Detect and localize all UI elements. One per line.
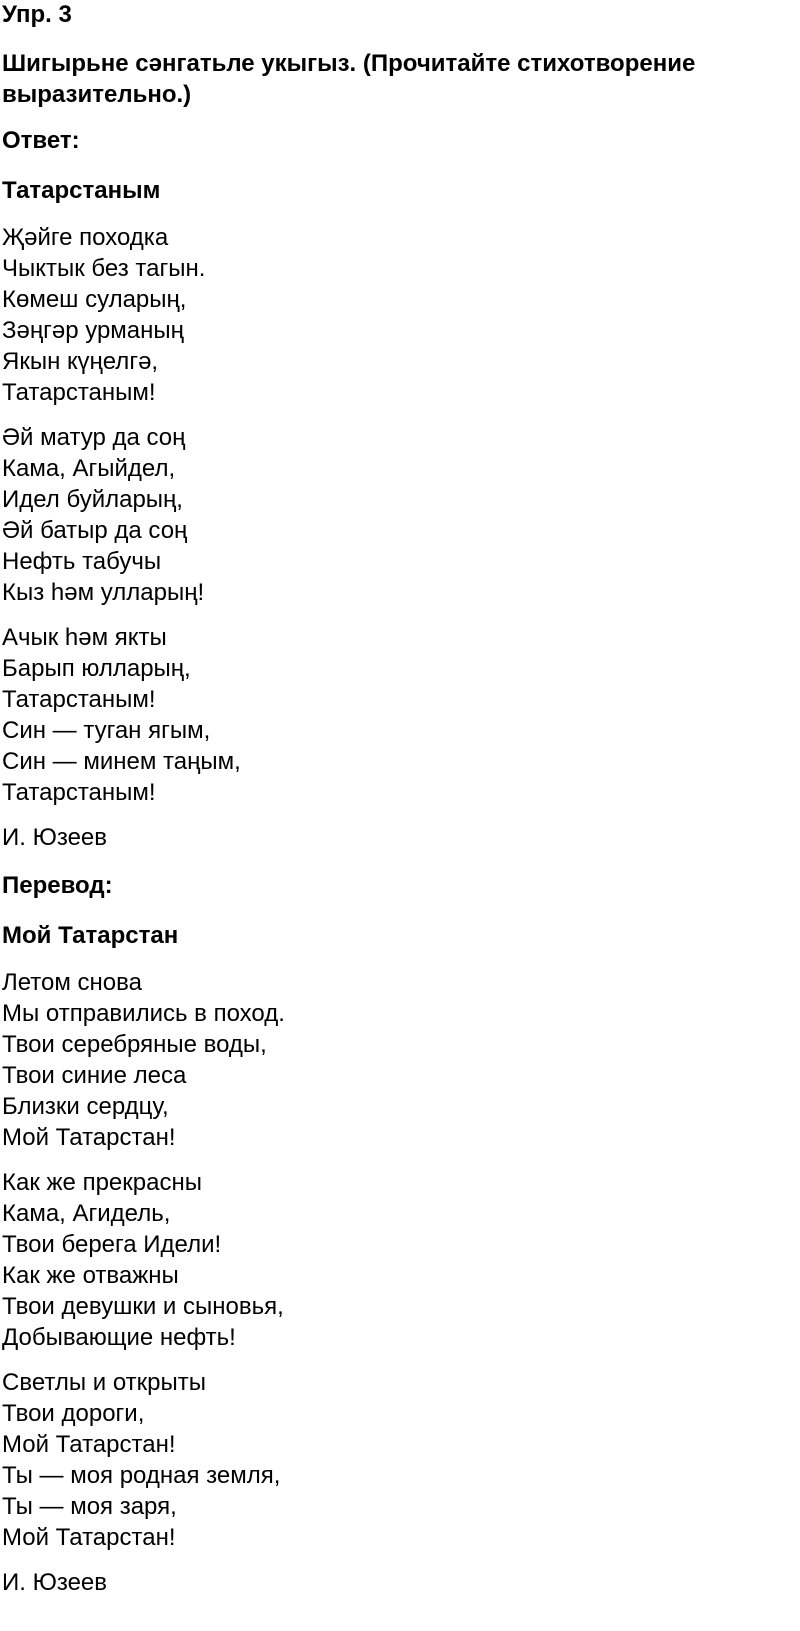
- tatar-stanza-2: [2, 422, 800, 608]
- poem-line: Мой Татарстан!: [2, 1524, 176, 1551]
- poem-line: Летом снова: [2, 969, 142, 996]
- poem-line: Светлы и открыты: [2, 1369, 206, 1396]
- poem-line: Син — минем таңым,: [2, 748, 241, 775]
- poem-line: Твои дороги,: [2, 1400, 145, 1427]
- poem-line: Әй батыр да соң: [2, 517, 188, 544]
- russian-stanza-3: [2, 1367, 800, 1553]
- exercise-task: Шигырьне сәнгатьле укыгыз. (Прочитайте стихотворение выразительно.): [2, 50, 696, 108]
- poem-line: Ты — моя родная земля,: [2, 1462, 281, 1489]
- poem-line: Кыз һәм улларың!: [2, 579, 205, 606]
- poem-line: Мы отправились в поход.: [2, 1000, 285, 1027]
- poem-line: Барып юлларың,: [2, 655, 191, 682]
- poem-line: Мой Татарстан!: [2, 1431, 176, 1458]
- poem-line: Көмеш суларың,: [2, 286, 187, 313]
- poem-line: Нефть табучы: [2, 548, 162, 575]
- poem-line: Мой Татарстан!: [2, 1124, 176, 1151]
- poem-line: Татарстаным!: [2, 686, 156, 713]
- tatar-stanza-3: [2, 622, 800, 808]
- tatar-poem-title: Татарстаным: [2, 177, 161, 204]
- poem-line: Кама, Агидель,: [2, 1200, 171, 1227]
- poem-line: Якын күңелгә,: [2, 348, 159, 375]
- tatar-poem-author: И. Юзеев: [2, 824, 108, 851]
- poem-line: Җәйге походка: [2, 224, 169, 251]
- translation-label: Перевод:: [2, 872, 113, 899]
- poem-line: Твои девушки и сыновья,: [2, 1293, 284, 1320]
- russian-stanza-1: [2, 967, 800, 1153]
- poem-line: Зәңгәр урманың: [2, 317, 184, 344]
- russian-poem-author: И. Юзеев: [2, 1569, 108, 1596]
- russian-poem-title: Мой Татарстан: [2, 922, 179, 949]
- poem-line: Твои серебряные воды,: [2, 1031, 267, 1058]
- poem-line: Чыктык без тагын.: [2, 255, 206, 282]
- poem-line: Син — туган ягым,: [2, 717, 211, 744]
- poem-line: Твои синие леса: [2, 1062, 187, 1089]
- poem-line: Татарстаным!: [2, 379, 156, 406]
- poem-line: Ачык һәм якты: [2, 624, 167, 651]
- poem-line: Ты — моя заря,: [2, 1493, 177, 1520]
- poem-line: Татарстаным!: [2, 779, 156, 806]
- poem-line: Идел буйларың,: [2, 486, 183, 513]
- poem-line: Как же прекрасны: [2, 1169, 202, 1196]
- poem-line: Твои берега Идели!: [2, 1231, 222, 1258]
- russian-stanza-2: [2, 1167, 800, 1353]
- answer-label: Ответ:: [2, 127, 80, 154]
- poem-line: Әй матур да соң: [2, 424, 186, 451]
- poem-line: Добывающие нефть!: [2, 1324, 236, 1351]
- poem-line: Близки сердцу,: [2, 1093, 169, 1120]
- poem-line: Кама, Агыйдел,: [2, 455, 176, 482]
- exercise-title: Упр. 3: [2, 1, 72, 28]
- poem-line: Как же отважны: [2, 1262, 179, 1289]
- tatar-stanza-1: [2, 222, 800, 408]
